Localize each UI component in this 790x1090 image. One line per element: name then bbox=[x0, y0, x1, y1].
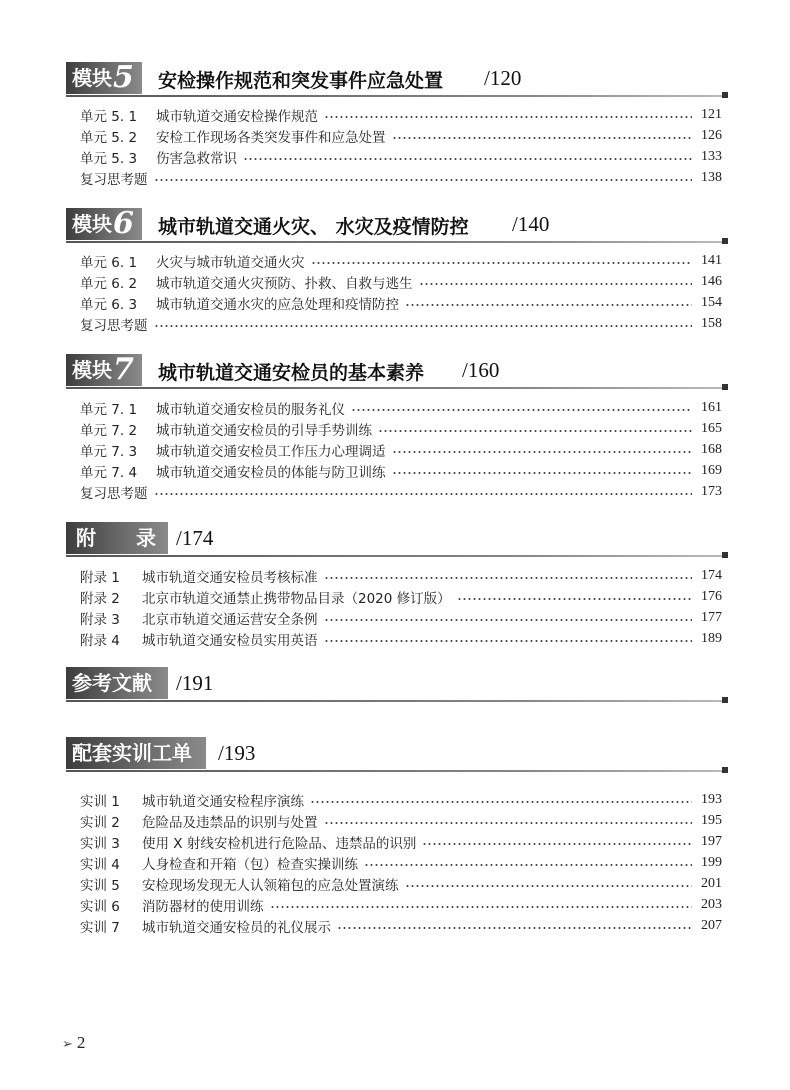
module-6-section bbox=[0, 208, 790, 244]
toc-row[interactable] bbox=[80, 607, 722, 629]
toc-row[interactable] bbox=[80, 292, 722, 314]
references-header bbox=[0, 667, 790, 703]
toc-row-label: 单元 5. 2 bbox=[80, 130, 138, 146]
toc-row-title: 人身检查和开箱（包）检查实操训练 bbox=[142, 857, 358, 873]
toc-row-page: 176 bbox=[701, 589, 722, 604]
toc-row-label: 附录 3 bbox=[80, 612, 120, 628]
section-rule bbox=[66, 241, 728, 243]
toc-row[interactable] bbox=[80, 418, 722, 440]
toc-row-title: 城市轨道交通安检操作规范 bbox=[156, 109, 318, 125]
section-rule bbox=[66, 770, 728, 772]
section-rule bbox=[66, 700, 728, 702]
toc-row-label: 单元 7. 2 bbox=[80, 423, 138, 439]
appendix-section bbox=[0, 522, 790, 558]
toc-row-label: 单元 6. 3 bbox=[80, 297, 138, 313]
toc-row-title: 安检工作现场各类突发事件和应急处置 bbox=[156, 130, 386, 146]
toc-row-title: 城市轨道交通安检员的体能与防卫训练 bbox=[156, 465, 386, 481]
toc-row-title: 消防器材的使用训练 bbox=[142, 899, 264, 915]
leader-dots bbox=[351, 409, 692, 411]
toc-row-label: 单元 6. 2 bbox=[80, 276, 138, 292]
toc-row-page: 138 bbox=[701, 170, 722, 185]
toc-row-page: 133 bbox=[701, 149, 722, 164]
appendix-header bbox=[0, 522, 790, 558]
toc-row-title: 城市轨道交通火灾预防、扑救、自救与逃生 bbox=[156, 276, 413, 292]
toc-row-page: 169 bbox=[701, 463, 722, 478]
references-page[interactable]: /191 bbox=[176, 671, 214, 695]
toc-row[interactable] bbox=[80, 146, 722, 168]
leader-dots bbox=[392, 137, 693, 139]
leader-dots bbox=[419, 283, 693, 285]
references-badge: 参考文献 bbox=[66, 667, 168, 699]
toc-row-title: 安检现场发现无人认领箱包的应急处置演练 bbox=[142, 878, 399, 894]
leader-dots bbox=[311, 262, 693, 264]
module-5-title[interactable]: 安检操作规范和突发事件应急处置 bbox=[158, 70, 444, 92]
toc-row-title: 复习思考题 bbox=[80, 486, 148, 502]
leader-dots bbox=[392, 451, 693, 453]
toc-row[interactable] bbox=[80, 250, 722, 272]
appendix-badge-char-2: 录 bbox=[136, 526, 156, 550]
training-header bbox=[0, 737, 790, 773]
toc-row[interactable] bbox=[80, 810, 722, 832]
page-footer bbox=[62, 1033, 85, 1053]
leader-dots bbox=[324, 619, 693, 621]
module-7-title[interactable]: 城市轨道交通安检员的基本素养 bbox=[158, 362, 425, 384]
leader-dots bbox=[392, 472, 693, 474]
toc-row-title: 使用 X 射线安检机进行危险品、违禁品的识别 bbox=[142, 836, 417, 852]
training-badge: 配套实训工单 bbox=[66, 737, 206, 769]
toc-row-label: 单元 5. 3 bbox=[80, 151, 138, 167]
section-rule bbox=[66, 555, 728, 557]
rule-end-marker bbox=[722, 92, 728, 98]
toc-row-page: 158 bbox=[701, 316, 722, 331]
rule-end-marker bbox=[722, 238, 728, 244]
toc-row[interactable] bbox=[80, 481, 722, 503]
toc-row-title: 火灾与城市轨道交通火灾 bbox=[156, 255, 305, 271]
toc-row-page: 161 bbox=[701, 400, 722, 415]
training-page[interactable]: /193 bbox=[218, 741, 256, 765]
toc-row-title: 城市轨道交通安检员的服务礼仪 bbox=[156, 402, 345, 418]
leader-dots bbox=[422, 843, 692, 845]
toc-row[interactable] bbox=[80, 313, 722, 335]
rule-end-marker bbox=[722, 552, 728, 558]
toc-row[interactable] bbox=[80, 125, 722, 147]
toc-row-label: 实训 6 bbox=[80, 899, 120, 915]
toc-row[interactable] bbox=[80, 460, 722, 482]
module-7-badge bbox=[66, 354, 142, 386]
toc-row-title: 北京市轨道交通禁止携带物品目录（2020 修订版） bbox=[142, 591, 451, 607]
module-badge-number: 6 bbox=[113, 206, 134, 241]
toc-row[interactable] bbox=[80, 873, 722, 895]
toc-row-label: 实训 2 bbox=[80, 815, 120, 831]
toc-row-page: 121 bbox=[701, 107, 722, 122]
appendix-page[interactable]: /174 bbox=[176, 526, 214, 550]
toc-row-label: 实训 1 bbox=[80, 794, 120, 810]
toc-row-label: 单元 5. 1 bbox=[80, 109, 138, 125]
toc-row-title: 城市轨道交通安检员工作压力心理调适 bbox=[156, 444, 386, 460]
toc-row-title: 城市轨道交通安检程序演练 bbox=[142, 794, 304, 810]
toc-row-label: 附录 2 bbox=[80, 591, 120, 607]
leader-dots bbox=[337, 927, 692, 929]
toc-row-page: 154 bbox=[701, 295, 722, 310]
toc-row-page: 197 bbox=[701, 834, 722, 849]
leader-dots bbox=[324, 116, 692, 118]
toc-row[interactable] bbox=[80, 167, 722, 189]
toc-row[interactable] bbox=[80, 915, 722, 937]
leader-dots bbox=[154, 493, 693, 495]
toc-row-title: 北京市轨道交通运营安全条例 bbox=[142, 612, 318, 628]
leader-dots bbox=[270, 906, 693, 908]
leader-dots bbox=[154, 325, 693, 327]
toc-row-title: 城市轨道交通安检员的引导手势训练 bbox=[156, 423, 372, 439]
appendix-badge bbox=[66, 522, 168, 554]
leader-dots bbox=[324, 822, 693, 824]
toc-row-page: 203 bbox=[701, 897, 722, 912]
toc-row[interactable] bbox=[80, 565, 722, 587]
toc-row[interactable] bbox=[80, 831, 722, 853]
appendix-badge-char-1: 附 bbox=[76, 526, 96, 550]
toc-row-title: 城市轨道交通安检员实用英语 bbox=[142, 633, 318, 649]
toc-row-title: 复习思考题 bbox=[80, 172, 148, 188]
toc-row-page: 193 bbox=[701, 792, 722, 807]
toc-row[interactable] bbox=[80, 586, 722, 608]
module-badge-number: 7 bbox=[113, 352, 134, 387]
toc-row-page: 195 bbox=[701, 813, 722, 828]
toc-row[interactable] bbox=[80, 894, 722, 916]
toc-row-label: 单元 7. 1 bbox=[80, 402, 138, 418]
references-section bbox=[0, 667, 790, 703]
arrow-icon: ➢ bbox=[62, 1036, 73, 1051]
toc-row-page: 199 bbox=[701, 855, 722, 870]
leader-dots bbox=[154, 179, 693, 181]
toc-row-page: 201 bbox=[701, 876, 722, 891]
module-5-badge bbox=[66, 62, 142, 94]
toc-row[interactable] bbox=[80, 397, 722, 419]
module-7-header bbox=[0, 354, 790, 390]
toc-row-title: 城市轨道交通水灾的应急处理和疫情防控 bbox=[156, 297, 399, 313]
toc-row-title: 危险品及违禁品的识别与处置 bbox=[142, 815, 318, 831]
toc-row-page: 168 bbox=[701, 442, 722, 457]
toc-row-label: 实训 5 bbox=[80, 878, 120, 894]
section-rule bbox=[66, 387, 728, 389]
toc-row-label: 附录 4 bbox=[80, 633, 120, 649]
rule-end-marker bbox=[722, 384, 728, 390]
module-6-badge bbox=[66, 208, 142, 240]
toc-row-title: 城市轨道交通安检员考核标准 bbox=[142, 570, 318, 586]
module-7-page: /160 bbox=[462, 358, 500, 382]
toc-row[interactable] bbox=[80, 628, 722, 650]
module-5-page: /120 bbox=[484, 66, 522, 90]
toc-row-page: 141 bbox=[701, 253, 722, 268]
leader-dots bbox=[364, 864, 692, 866]
rule-end-marker bbox=[722, 697, 728, 703]
toc-row[interactable] bbox=[80, 439, 722, 461]
toc-row[interactable] bbox=[80, 271, 722, 293]
module-badge-label: 模块 bbox=[72, 358, 112, 382]
training-section bbox=[0, 737, 790, 773]
toc-row-label: 附录 1 bbox=[80, 570, 120, 586]
module-5-section bbox=[0, 62, 790, 98]
toc-row-page: 165 bbox=[701, 421, 722, 436]
toc-row-label: 实训 4 bbox=[80, 857, 120, 873]
toc-row[interactable] bbox=[80, 852, 722, 874]
toc-row-page: 177 bbox=[701, 610, 722, 625]
module-6-page: /140 bbox=[512, 212, 550, 236]
toc-row-label: 单元 6. 1 bbox=[80, 255, 138, 271]
leader-dots bbox=[405, 304, 692, 306]
toc-row-title: 复习思考题 bbox=[80, 318, 148, 334]
toc-row-label: 单元 7. 3 bbox=[80, 444, 138, 460]
toc-row-page: 207 bbox=[701, 918, 722, 933]
toc-row-label: 单元 7. 4 bbox=[80, 465, 138, 481]
module-7-section bbox=[0, 354, 790, 390]
toc-row-page: 146 bbox=[701, 274, 722, 289]
module-6-header bbox=[0, 208, 790, 244]
leader-dots bbox=[324, 640, 693, 642]
module-badge-label: 模块 bbox=[72, 66, 112, 90]
leader-dots bbox=[243, 158, 692, 160]
module-5-header bbox=[0, 62, 790, 98]
toc-row-title: 伤害急救常识 bbox=[156, 151, 237, 167]
toc-row-page: 189 bbox=[701, 631, 722, 646]
toc-row[interactable] bbox=[80, 789, 722, 811]
toc-row-page: 174 bbox=[701, 568, 722, 583]
module-6-title[interactable]: 城市轨道交通火灾、 水灾及疫情防控 bbox=[158, 216, 469, 238]
toc-row-label: 实训 7 bbox=[80, 920, 120, 936]
leader-dots bbox=[457, 598, 692, 600]
toc-row-title: 城市轨道交通安检员的礼仪展示 bbox=[142, 920, 331, 936]
page-number: 2 bbox=[76, 1033, 86, 1052]
rule-end-marker bbox=[722, 767, 728, 773]
toc-row-label: 实训 3 bbox=[80, 836, 120, 852]
module-badge-number: 5 bbox=[113, 60, 134, 95]
leader-dots bbox=[310, 801, 692, 803]
leader-dots bbox=[324, 577, 693, 579]
toc-row[interactable] bbox=[80, 104, 722, 126]
toc-row-page: 126 bbox=[701, 128, 722, 143]
module-badge-label: 模块 bbox=[72, 212, 112, 236]
leader-dots bbox=[405, 885, 693, 887]
section-rule bbox=[66, 95, 728, 97]
leader-dots bbox=[378, 430, 692, 432]
toc-row-page: 173 bbox=[701, 484, 722, 499]
